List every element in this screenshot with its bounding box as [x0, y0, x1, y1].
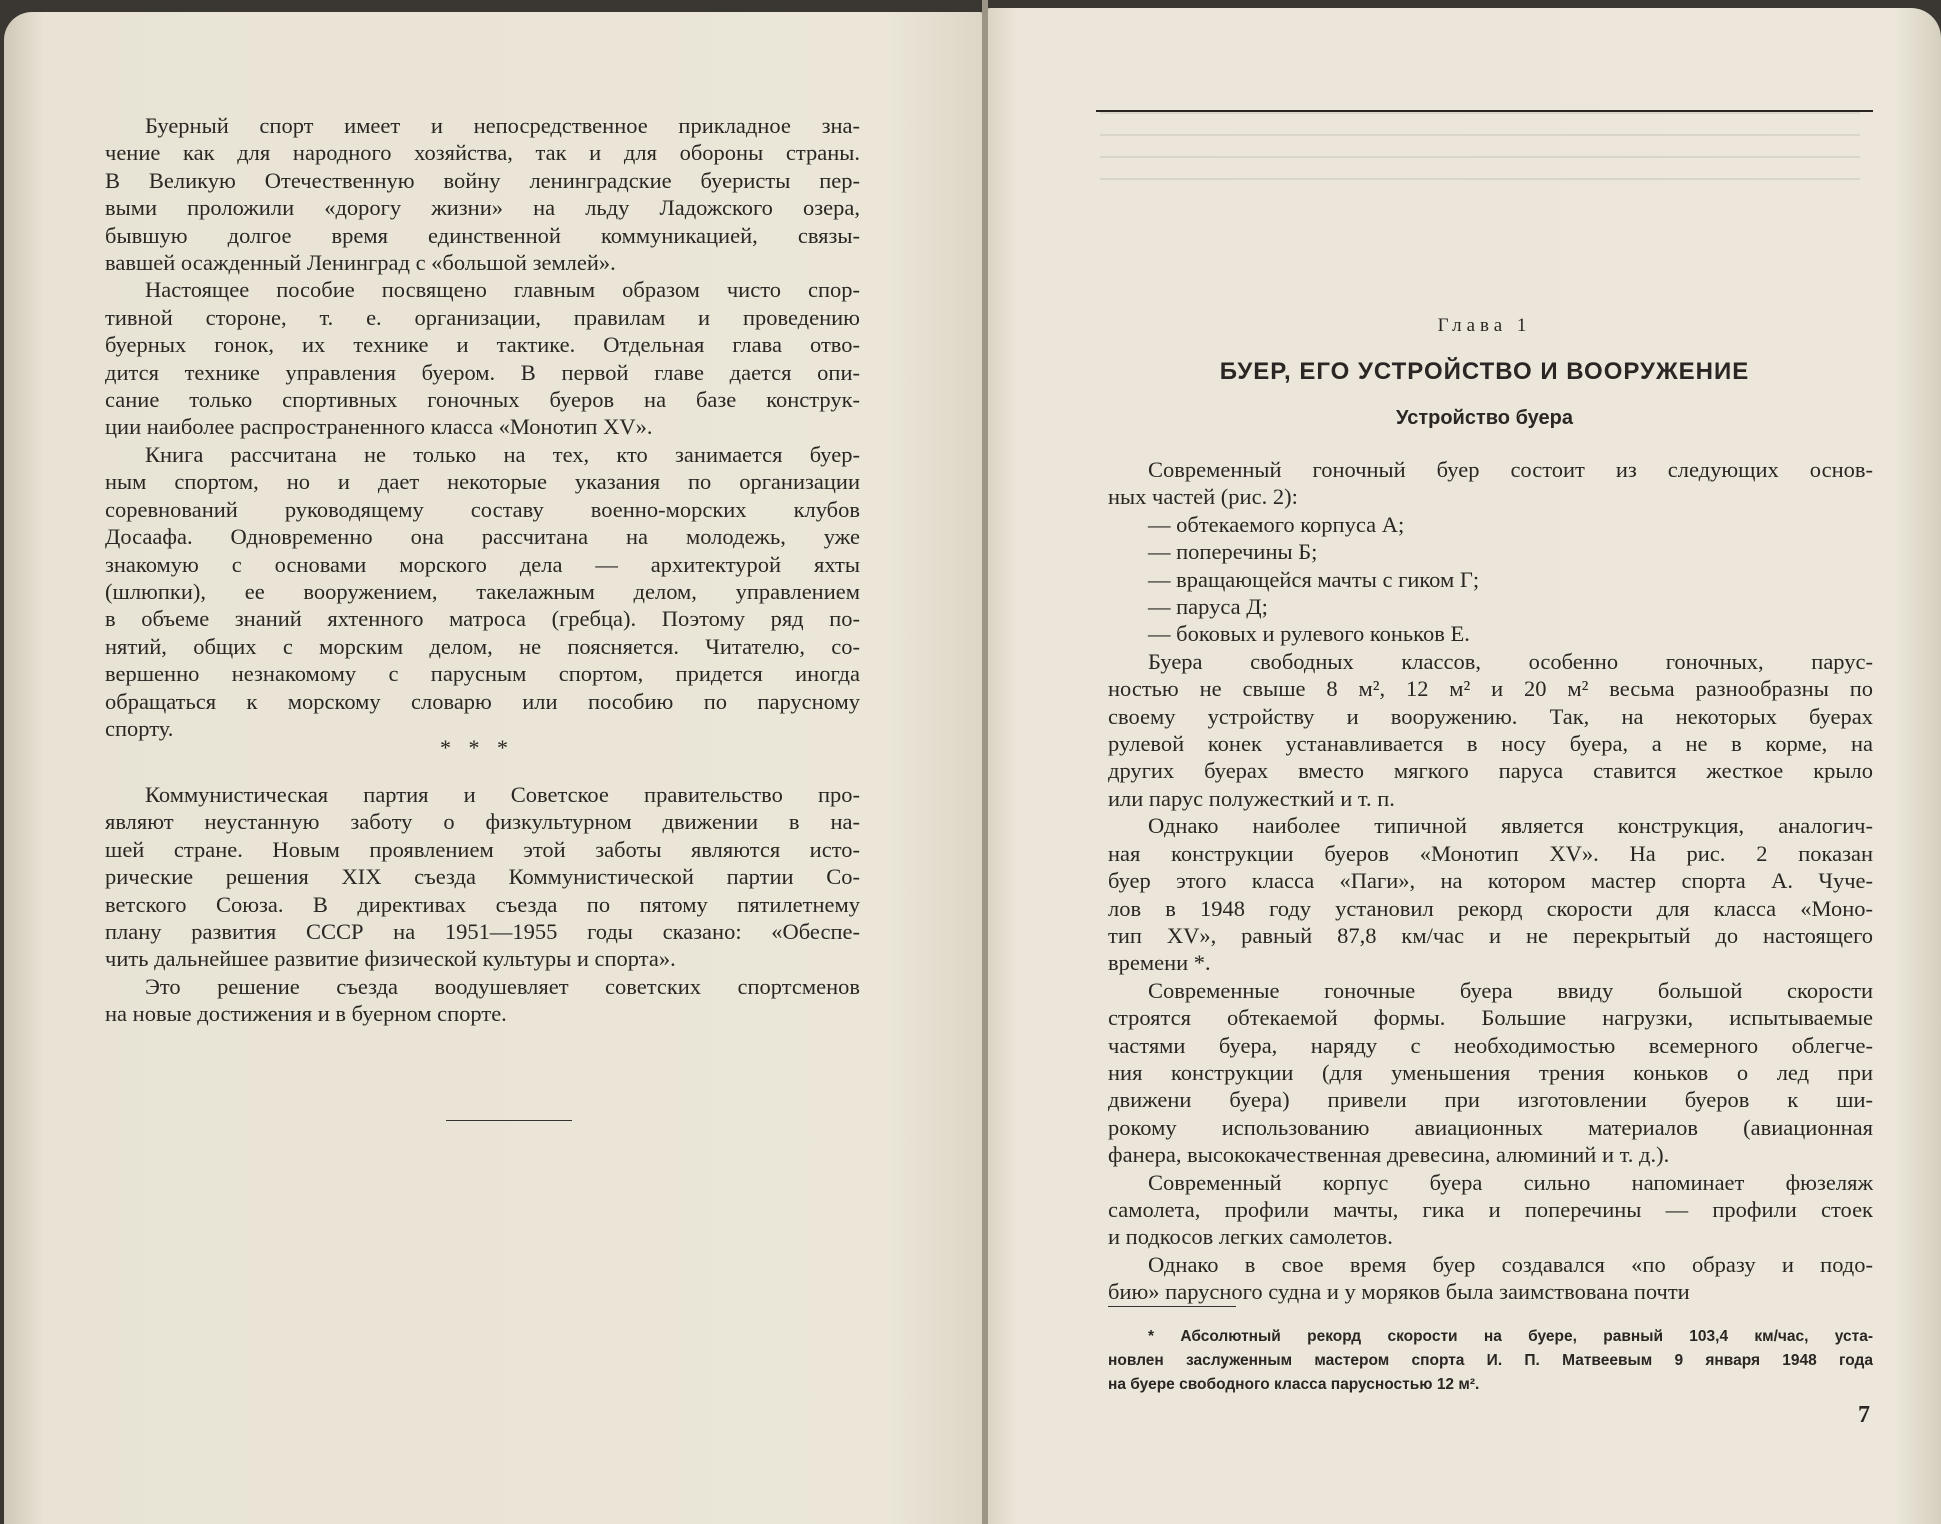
text-line: Буера свободных классов, особенно гоночных, парус-: [1148, 648, 1873, 674]
end-rule: [446, 1120, 572, 1121]
text-line: на буере свободного класса парусностью 12 м².: [1108, 1376, 1480, 1393]
text-line: буер этого класса «Паги», на котором мастер спорта А. Чуче-: [1108, 868, 1873, 894]
text-line: строятся обтекаемой формы. Большие нагрузки, испытываемые: [1108, 1005, 1873, 1031]
chapter-label: Глава 1: [1437, 315, 1532, 336]
text-line: буерных гонок, их технике и тактике. Отдельная глава отво-: [105, 332, 860, 358]
text-line: соревнований руководящему составу военно-морских клубов: [105, 496, 860, 522]
left-page-text-bottom: [105, 781, 860, 1028]
footnote: [1108, 1325, 1873, 1397]
text-line: рические решения XIX съезда Коммунистической партии Со-: [105, 864, 860, 890]
text-line: Книга рассчитана не только на тех, кто занимается буер-: [145, 441, 860, 467]
text-line: выми проложили «дорогу жизни» на льду Ладожского озера,: [105, 195, 860, 221]
text-line: Однако в свое время буер создавался «по образу и подо-: [1148, 1251, 1873, 1277]
text-line: других буерах вместо мягкого паруса ставится жесткое крыло: [1108, 758, 1873, 784]
text-line: * Абсолютный рекорд скорости на буере, равный 103,4 км/час, уста-: [1148, 1328, 1873, 1345]
text-line: в объеме знаний яхтенного матроса (гребца). Поэтому ряд по-: [105, 606, 860, 632]
text-line: Досаафа. Одновременно она рассчитана на молодежь, уже: [105, 524, 860, 550]
text-line: — обтекаемого корпуса А;: [1148, 511, 1405, 537]
text-line: или парус полужесткий и т. п.: [1108, 785, 1395, 811]
text-line: ным спортом, но и дает некоторые указания по организации: [105, 469, 860, 495]
text-line: ции наиболее распространенного класса «Монотип XV».: [105, 414, 653, 440]
text-line: плану развития СССР на 1951—1955 годы сказано: «Обеспе-: [105, 919, 860, 945]
text-line: Современный корпус буера сильно напоминает фюзеляж: [1148, 1169, 1873, 1195]
text-line: знакомую с основами морского дела — архитектурой яхты: [105, 551, 860, 577]
text-line: времени *.: [1108, 950, 1211, 976]
text-line: — поперечины Б;: [1148, 539, 1318, 565]
text-line: ная конструкции буеров «Монотип XV». На рис. 2 показан: [1108, 840, 1873, 866]
text-line: сание только спортивных гоночных буеров на базе конструк-: [105, 387, 860, 413]
text-line: — боковых и рулевого коньков Е.: [1148, 621, 1470, 647]
text-line: частями буера, наряду с необходимостью всемерного облегче-: [1108, 1032, 1873, 1058]
text-line: Буерный спорт имеет и непосредственное прикладное зна-: [145, 113, 860, 138]
page-number: 7: [1858, 1402, 1870, 1428]
text-line: являют неустанную заботу о физкультурном движении в на-: [105, 809, 860, 835]
text-line: бию» парусного судна и у моряков была заимствована почти: [1108, 1279, 1690, 1305]
text-line: Коммунистическая партия и Советское правительство про-: [145, 782, 860, 807]
text-line: чить дальнейшее развитие физической культуры и спорта».: [105, 946, 676, 972]
text-line: новлен заслуженным мастером спорта И. П. Матвеевым 9 января 1948 года: [1108, 1352, 1873, 1369]
text-line: лов в 1948 году установил рекорд скорости для класса «Моно-: [1108, 895, 1873, 921]
text-line: (шлюпки), ее вооружением, такелажным делом, управлением: [105, 578, 860, 604]
text-line: шей стране. Новым проявлением этой заботы являются исто-: [105, 836, 860, 862]
section-separator: * * *: [440, 735, 514, 760]
text-line: обращаться к морскому словарю или пособию по парусному: [105, 688, 860, 714]
bleed-through-text: [1100, 112, 1860, 182]
text-line: чение как для народного хозяйства, так и для обороны страны.: [105, 140, 860, 166]
text-line: тип XV», равный 87,8 км/час и не перекрытый до настоящего: [1108, 922, 1873, 948]
text-line: вавшей осажденный Ленинград с «большой землей».: [105, 250, 616, 276]
text-line: ния конструкции (для уменьшения трения коньков о лед при: [1108, 1059, 1873, 1085]
footnote-rule: [1108, 1306, 1236, 1307]
text-line: нятий, общих с морским делом, не поясняется. Читателю, со-: [105, 633, 860, 659]
text-line: — паруса Д;: [1148, 594, 1268, 620]
text-line: спорту.: [105, 715, 174, 741]
text-line: рокому использованию авиационных материалов (авиационная: [1108, 1114, 1873, 1140]
text-line: и подкосов легких самолетов.: [1108, 1224, 1393, 1250]
text-line: Это решение съезда воодушевляет советских спортсменов: [145, 973, 860, 999]
text-line: ных частей (рис. 2):: [1108, 484, 1298, 510]
chapter-title: БУЕР, ЕГО УСТРОЙСТВО И ВООРУЖЕНИЕ: [1219, 358, 1750, 385]
header-rule: [1096, 110, 1873, 112]
text-line: бывшую долгое время единственной коммуникацией, связы-: [105, 222, 860, 248]
left-page-text-top: [105, 112, 860, 742]
text-line: рулевой конек устанавливается в носу буера, а не в корме, на: [1108, 731, 1873, 757]
text-line: тивной стороне, т. е. организации, правилам и проведению: [105, 304, 860, 330]
text-line: Современные гоночные буера ввиду большой скорости: [1148, 977, 1873, 1003]
text-line: вершенно незнакомому с парусным спортом, придется иногда: [105, 661, 860, 687]
text-line: движени буера) привели при изготовлении буеров к ши-: [1108, 1087, 1873, 1113]
text-line: — вращающейся мачты с гиком Г;: [1148, 566, 1480, 592]
text-line: самолета, профили мачты, гика и поперечины — профили стоек: [1108, 1196, 1873, 1222]
text-line: фанера, высококачественная древесина, алюминий и т. д.).: [1108, 1142, 1670, 1168]
text-line: Однако наиболее типичной является конструкция, аналогич-: [1148, 813, 1873, 839]
text-line: своему устройству и вооружению. Так, на некоторых буерах: [1108, 703, 1873, 729]
text-line: ностью не свыше 8 м², 12 м² и 20 м² весьма разнообразны по: [1108, 676, 1873, 702]
text-line: Современный гоночный буер состоит из следующих основ-: [1148, 457, 1873, 482]
text-line: на новые достижения и в буерном спорте.: [105, 1001, 507, 1027]
section-title: Устройство буера: [1396, 407, 1573, 429]
text-line: Настоящее пособие посвящено главным образом чисто спор-: [145, 277, 860, 303]
text-line: ветского Союза. В директивах съезда по пятому пятилетнему: [105, 891, 860, 917]
book-spine-gutter: [982, 0, 988, 1524]
right-page-body: [1108, 456, 1873, 1306]
text-line: В Великую Отечественную войну ленинградские буеристы пер-: [105, 167, 860, 193]
text-line: дится технике управления буером. В первой главе дается опи-: [105, 359, 860, 385]
